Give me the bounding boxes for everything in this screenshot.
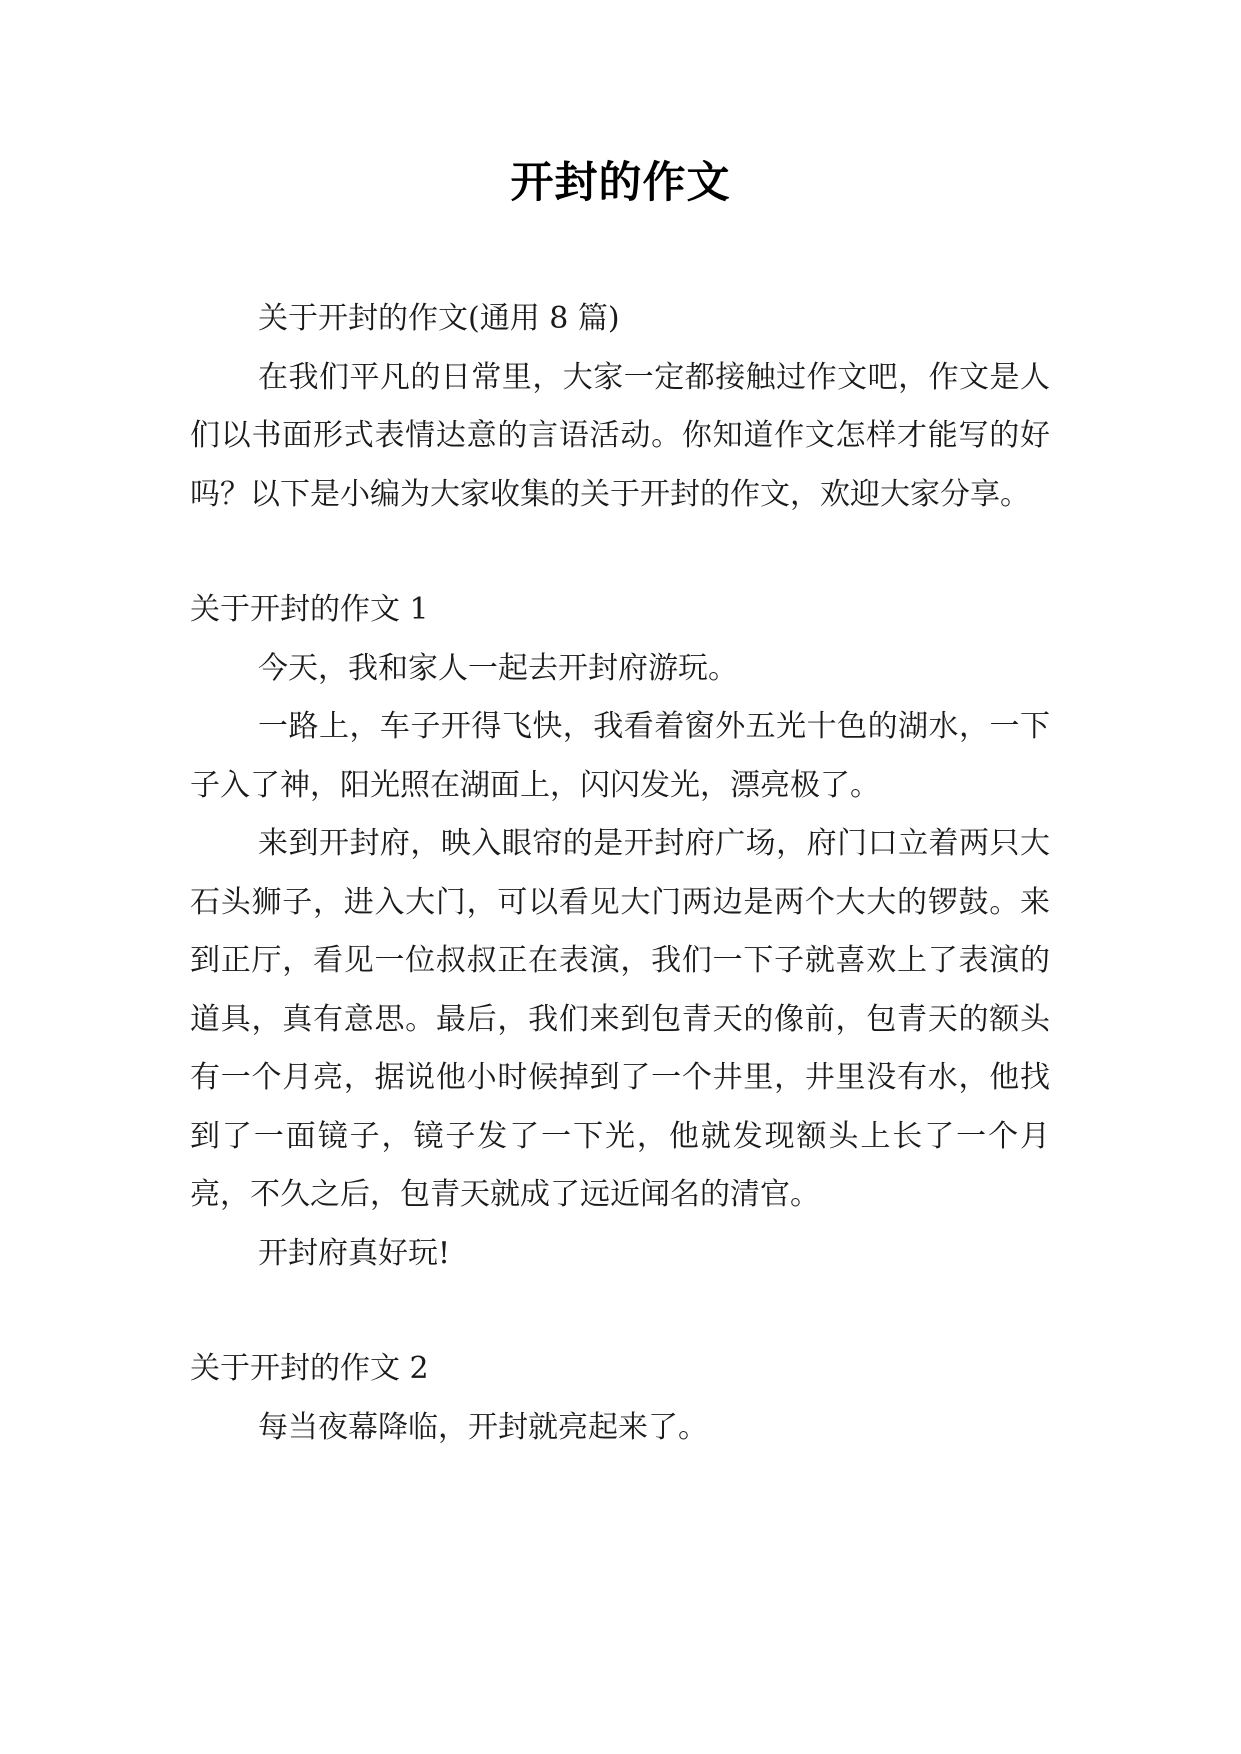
document-title: 开封的作文 — [510, 158, 731, 208]
essay-1-heading: 关于开封的作文 1 — [190, 592, 429, 627]
essay-1-paragraph-1: 今天，我和家人一起去开封府游玩。 — [258, 650, 738, 686]
section-spacer — [190, 524, 1050, 581]
section-spacer — [190, 1283, 1050, 1340]
essay-1-paragraph-3: 来到开封府，映入眼帘的是开封府广场，府门口立着两只大石头狮子，进入大门，可以看见大门两边是两个大大的锣鼓。来到正厅，看见一位叔叔正在表演，我们一下子就喜欢上了表演的道具，真有意思。最后，我们来到包青天的像前，包青天的额头有一个月亮，据说他小时候掉到了一个井里，井里没有水，他找到了一面镜子，镜子发了一下光，他就发现额头上长了一个月亮，不久之后，包青天就成了远近闻名的清官。 — [190, 826, 1050, 1212]
essay-2-paragraph-1: 每当夜幕降临，开封就亮起来了。 — [258, 1409, 708, 1445]
essay-1-paragraph-4: 开封府真好玩! — [258, 1235, 451, 1271]
intro-heading: 关于开封的作文(通用 8 篇) — [258, 301, 620, 336]
essay-2-heading: 关于开封的作文 2 — [190, 1351, 429, 1386]
intro-paragraph: 在我们平凡的日常里，大家一定都接触过作文吧，作文是人们以书面形式表情达意的言语活动。你知道作文怎样才能写的好吗？以下是小编为大家收集的关于开封的作文，欢迎大家分享。 — [190, 359, 1050, 512]
essay-1-paragraph-2: 一路上，车子开得飞快，我看着窗外五光十色的湖水，一下子入了神，阳光照在湖面上，闪闪发光，漂亮极了。 — [190, 709, 1050, 803]
document-body — [190, 290, 1050, 1457]
